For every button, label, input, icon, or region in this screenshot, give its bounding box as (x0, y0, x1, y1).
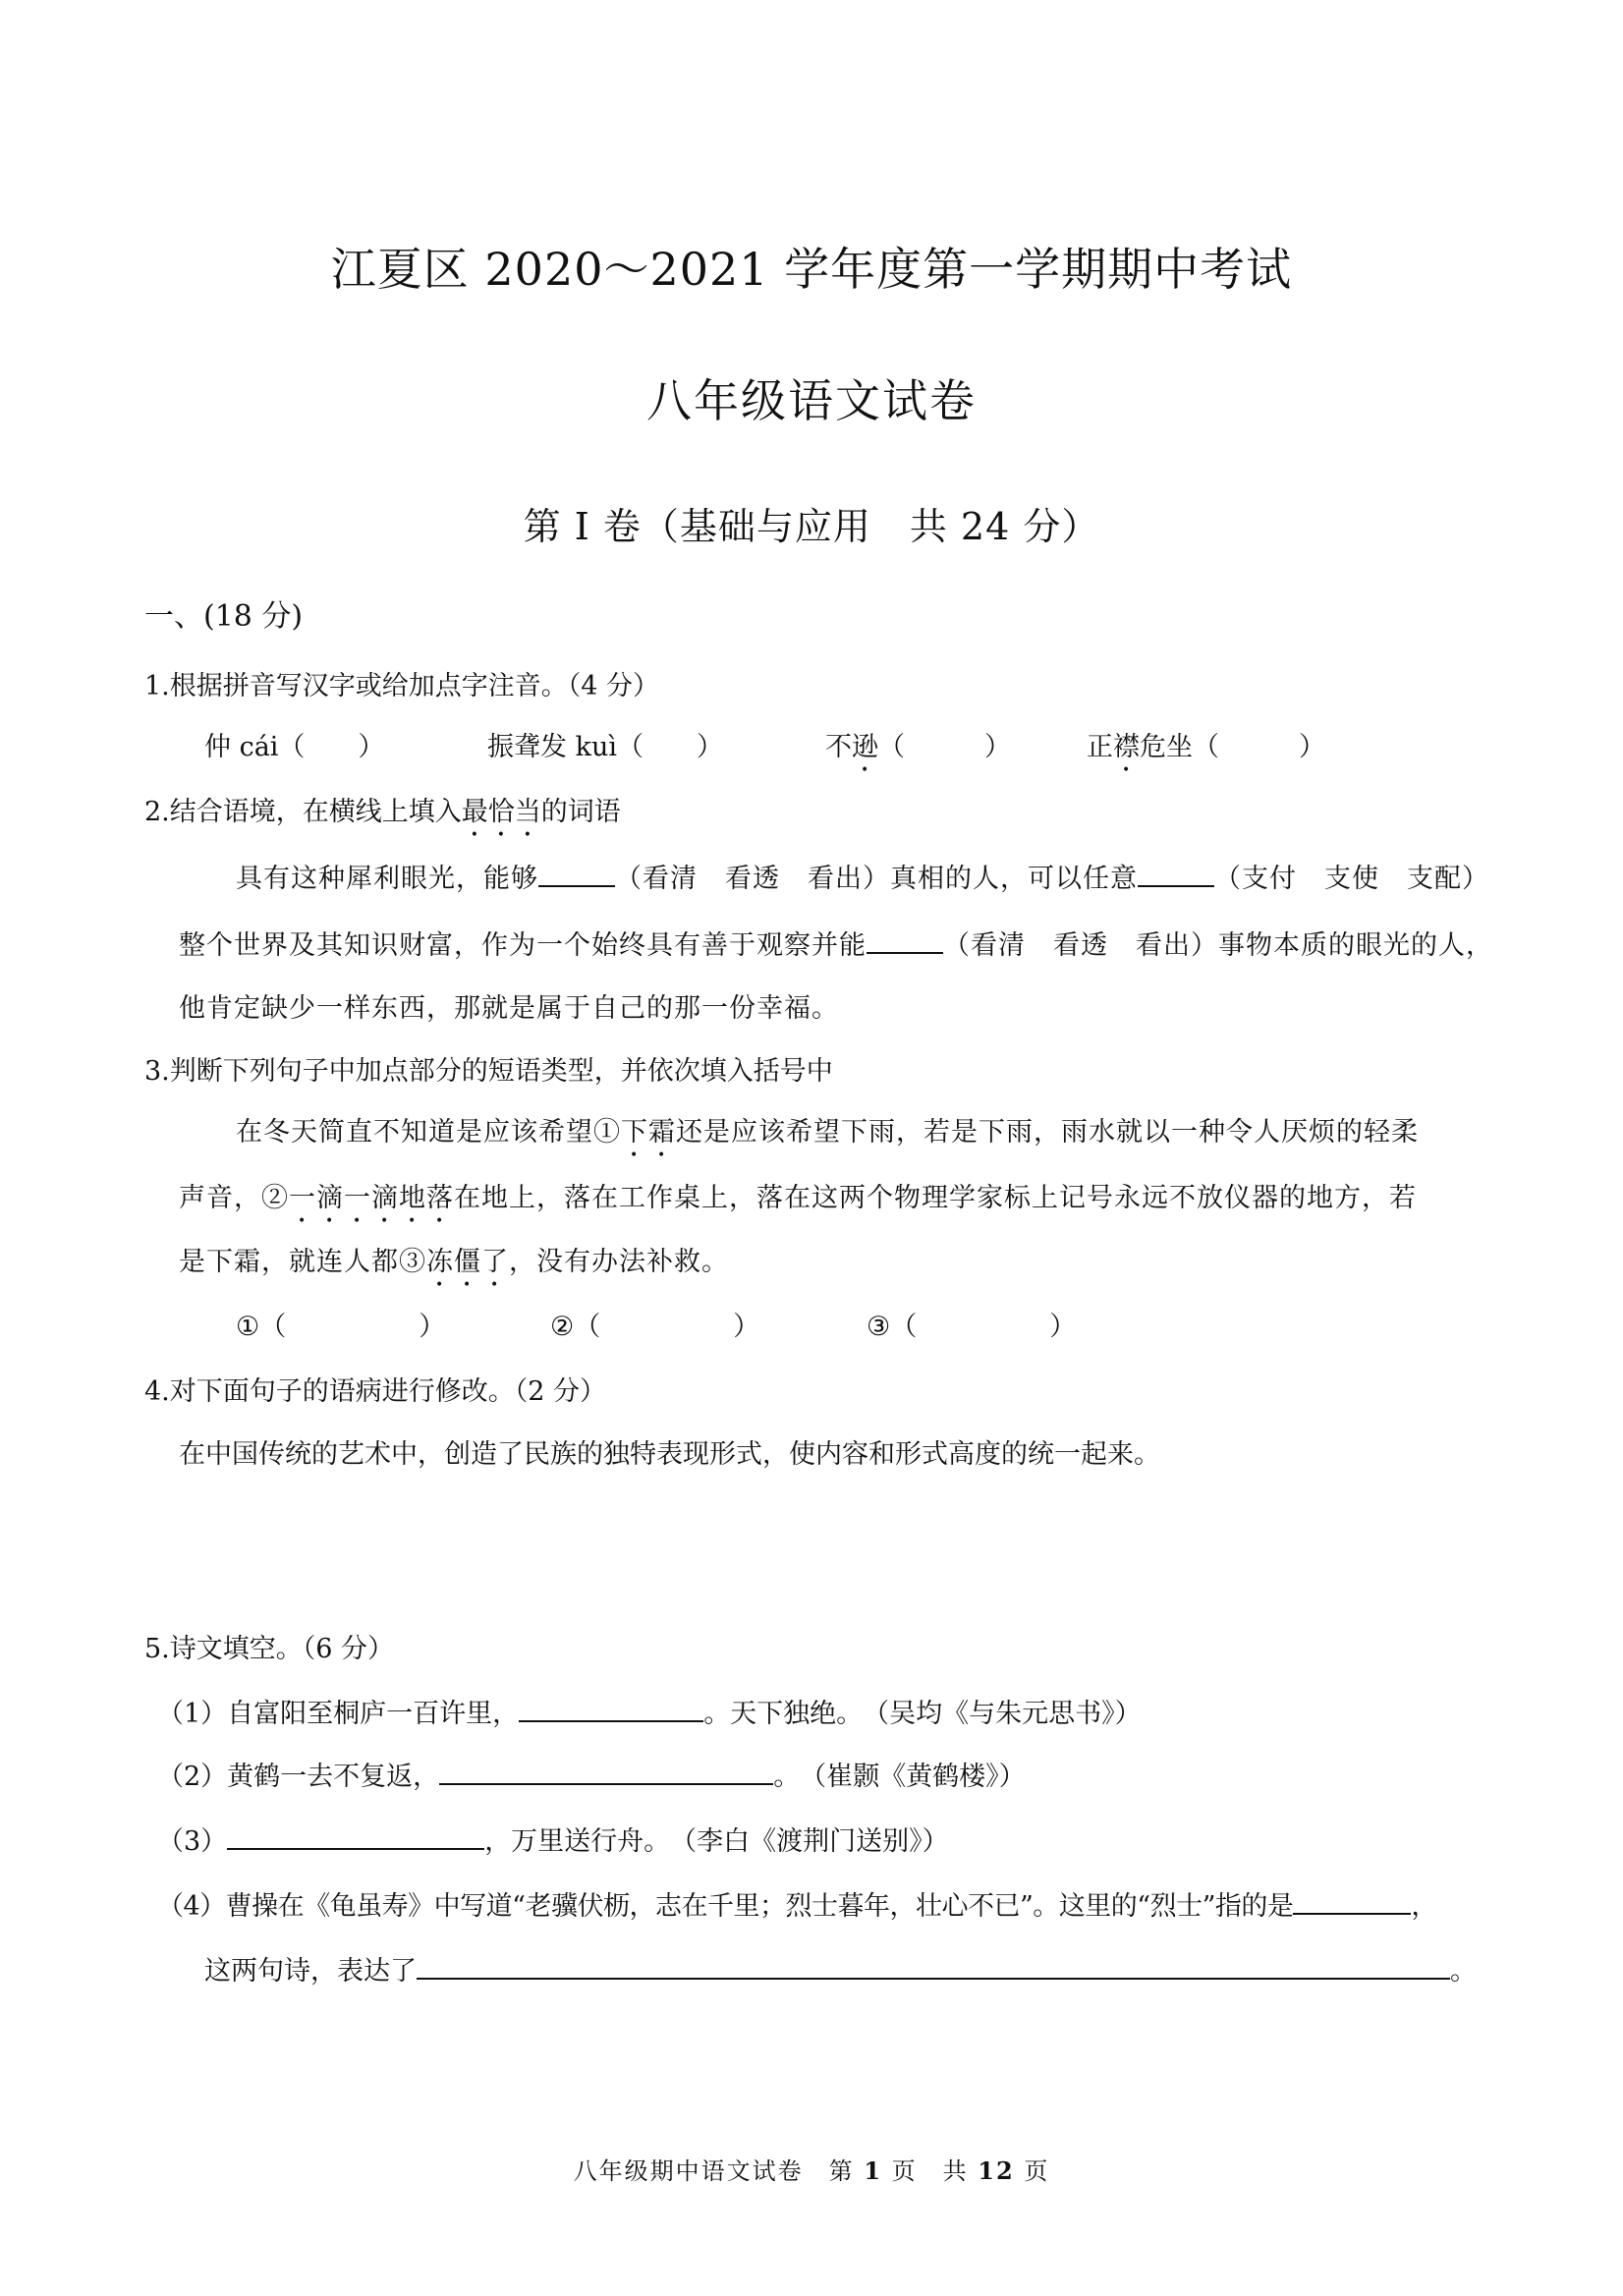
q4-sentence: 在中国传统的艺术中，创造了民族的独特表现形式，使内容和形式高度的统一起来。 (179, 1439, 1160, 1470)
q3-l1b: 还是应该希望下雨，若是下雨，雨水就以一种令人厌烦的轻柔 (676, 1117, 1419, 1148)
q1-item-3-dot-char: 逊 (852, 732, 878, 762)
q1-item-4: 正襟危坐（ ） (1087, 732, 1325, 762)
q3-line-3 (179, 1240, 729, 1293)
footer-total-pages: 12 (978, 2156, 1015, 2185)
section-title: 第 I 卷（基础与应用 共 24 分） (523, 505, 1100, 548)
q5-i2b: 。 （崔颢《黄鹤楼》） (773, 1762, 1026, 1792)
exam-subtitle: 八年级语文试卷 (646, 374, 977, 427)
q5-i4a: （4）曹操在《龟虽寿》中写道“老骥伏枥，志在千里；烈士暮年，壮心不已”。这里的“烈士”指的是 (157, 1891, 1294, 1922)
page-footer (0, 2152, 1623, 2186)
q1-item-1: 仲 cái（ ） (204, 732, 385, 762)
q2-l1c: （支付 支使 支配） (1214, 864, 1489, 894)
q2-stem-dot: 最恰当 (461, 797, 541, 827)
q2-stem-post: 的词语 (540, 797, 621, 827)
q5-blank-4[interactable] (1293, 1887, 1411, 1915)
q5-i3b: ，万里送行舟。 （李白《渡荆门送别》） (484, 1826, 949, 1857)
q2-line-2 (179, 924, 1493, 962)
q3-l3a: 是下霜，就连人都③ (179, 1247, 426, 1277)
q1-item-3: 不逊（ ） (825, 732, 1011, 762)
footer-post: 页 (1014, 2157, 1050, 2185)
q2-l2b: （看清 看透 看出）事物本质的眼光的人， (943, 930, 1493, 961)
q5-item-1 (157, 1692, 1142, 1730)
q2-blank-1[interactable] (538, 860, 615, 887)
q5-item-3 (157, 1820, 949, 1858)
q5-i4b: ， (1411, 1891, 1437, 1922)
q3-line-1 (236, 1110, 1419, 1163)
q3-answer-2[interactable]: ②（ ） (550, 1312, 760, 1342)
q5-blank-2[interactable] (439, 1758, 773, 1785)
footer-page-number: 1 (864, 2156, 883, 2185)
question-2-stem (144, 790, 621, 843)
q5-item-4-cont (204, 1949, 1477, 1988)
footer-pre: 八年级期中语文试卷 第 (573, 2157, 865, 2185)
q3-answer-1[interactable]: ①（ ） (236, 1312, 446, 1342)
q3-l3b: ，没有办法补救。 (509, 1247, 729, 1277)
exam-title: 江夏区 2020～2021 学年度第一学期期中考试 (330, 243, 1293, 296)
part-heading: 一、(18 分) (144, 599, 304, 634)
q2-l1a: 具有这种犀利眼光，能够 (236, 864, 538, 894)
footer-mid: 页 共 (882, 2157, 979, 2185)
q3-line-2 (179, 1176, 1417, 1229)
q2-stem-pre: 2.结合语境，在横线上填入 (144, 797, 462, 827)
q2-l2a: 整个世界及其知识财富，作为一个始终具有善于观察并能 (179, 930, 867, 961)
q1-item-2: 振聋发 kuì（ ） (487, 732, 723, 762)
q5-item-2 (157, 1755, 1026, 1793)
q3-l1a: 在冬天简直不知道是应该希望① (236, 1117, 621, 1148)
q2-blank-2[interactable] (1138, 860, 1214, 887)
q3-answer-3[interactable]: ③（ ） (867, 1312, 1077, 1342)
question-5-stem: 5.诗文填空。（6 分） (144, 1634, 395, 1664)
q2-line-3: 他肯定缺少一样东西，那就是属于自己的那一份幸福。 (179, 993, 839, 1024)
q3-l3-dot: 冻僵了 (426, 1247, 509, 1277)
q2-l1b: （看清 看透 看出）真相的人，可以任意 (615, 864, 1138, 894)
q3-l2-dot: 一滴一滴地落 (289, 1183, 454, 1213)
q5-blank-5[interactable] (417, 1952, 1450, 1980)
question-4-stem: 4.对下面句子的语病进行修改。（2 分） (144, 1376, 607, 1407)
q5-i4d: 。 (1450, 1956, 1477, 1987)
q5-blank-3[interactable] (227, 1822, 484, 1850)
q5-i3a: （3） (157, 1826, 228, 1857)
question-3-stem: 3.判断下列句子中加点部分的短语类型，并依次填入括号中 (144, 1056, 833, 1087)
q5-blank-1[interactable] (519, 1695, 703, 1722)
q2-line-1 (236, 857, 1489, 895)
q5-item-4 (157, 1884, 1437, 1923)
q5-i1b: 。天下独绝。 （吴均《与朱元思书》） (703, 1699, 1142, 1729)
q3-l2b: 在地上，落在工作桌上，落在这两个物理学家标上记号永远不放仪器的地方，若 (454, 1183, 1417, 1213)
q1-item-4-dot-char: 襟 (1113, 732, 1140, 762)
q5-i1a: （1）自富阳至桐庐一百许里， (157, 1699, 520, 1729)
q3-l1-dot: 下霜 (621, 1117, 676, 1148)
q3-l2a: 声音，② (179, 1183, 289, 1213)
question-1-stem: 1.根据拼音写汉字或给加点字注音。（4 分） (144, 671, 660, 701)
q5-i4c: 这两句诗，表达了 (204, 1956, 417, 1987)
q5-i2a: （2）黄鹤一去不复返， (157, 1762, 440, 1792)
q2-blank-3[interactable] (867, 926, 943, 954)
